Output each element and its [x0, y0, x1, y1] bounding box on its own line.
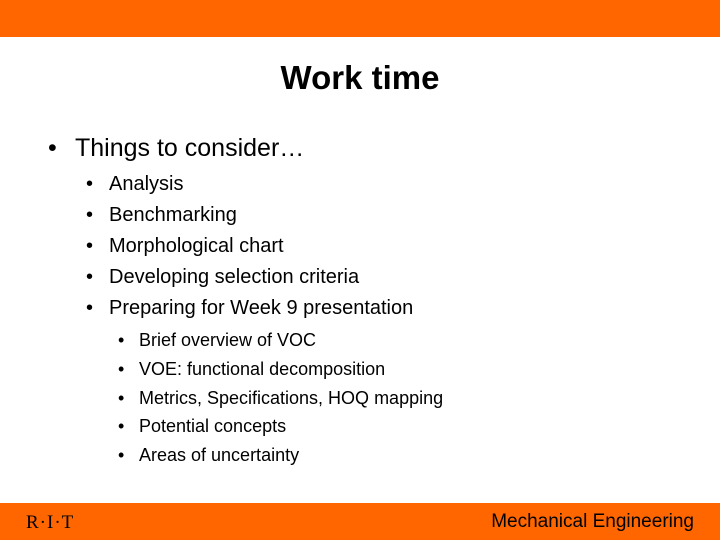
sublist-item — [118, 412, 443, 441]
presentation-sublist — [118, 326, 443, 470]
sublist-item — [118, 441, 443, 470]
consideration-list — [86, 169, 413, 324]
list-item — [86, 169, 413, 200]
bullet-icon: • — [86, 204, 94, 226]
department-name: Mechanical Engineering — [491, 511, 694, 532]
bullet-icon: • — [118, 387, 125, 408]
sublist-item-text: VOE: functional decomposition — [139, 358, 386, 379]
bullet-icon: • — [48, 134, 57, 162]
list-item — [86, 262, 413, 293]
heading-text: Things to consider… — [75, 134, 305, 162]
bullet-icon: • — [86, 235, 94, 257]
header-bar — [0, 0, 720, 37]
bullet-icon: • — [86, 297, 94, 319]
list-item — [86, 200, 413, 231]
bullet-icon: • — [118, 416, 125, 437]
list-item — [86, 231, 413, 262]
list-item-text: Developing selection criteria — [109, 266, 360, 288]
list-item — [86, 293, 413, 324]
slide-title: Work time — [280, 59, 440, 96]
bullet-icon: • — [118, 445, 125, 466]
sublist-item — [118, 326, 443, 355]
list-item-text: Preparing for Week 9 presentation — [109, 297, 414, 319]
list-item-text: Morphological chart — [109, 235, 284, 257]
sublist-item-text: Metrics, Specifications, HOQ mapping — [139, 387, 444, 408]
bullet-icon: • — [86, 173, 94, 195]
sublist-item — [118, 355, 443, 384]
list-item-text: Benchmarking — [109, 204, 237, 226]
list-item-text: Analysis — [109, 173, 184, 195]
sublist-item-text: Potential concepts — [139, 416, 287, 437]
bullet-icon: • — [118, 330, 125, 350]
sublist-item — [118, 384, 443, 413]
bullet-icon: • — [118, 358, 125, 379]
sublist-item-text: Areas of uncertainty — [139, 445, 300, 466]
sublist-item-text: Brief overview of VOC — [139, 330, 317, 350]
heading-bullet — [48, 132, 304, 164]
rit-logo: R·I·T — [26, 512, 75, 533]
bullet-icon: • — [86, 266, 94, 288]
